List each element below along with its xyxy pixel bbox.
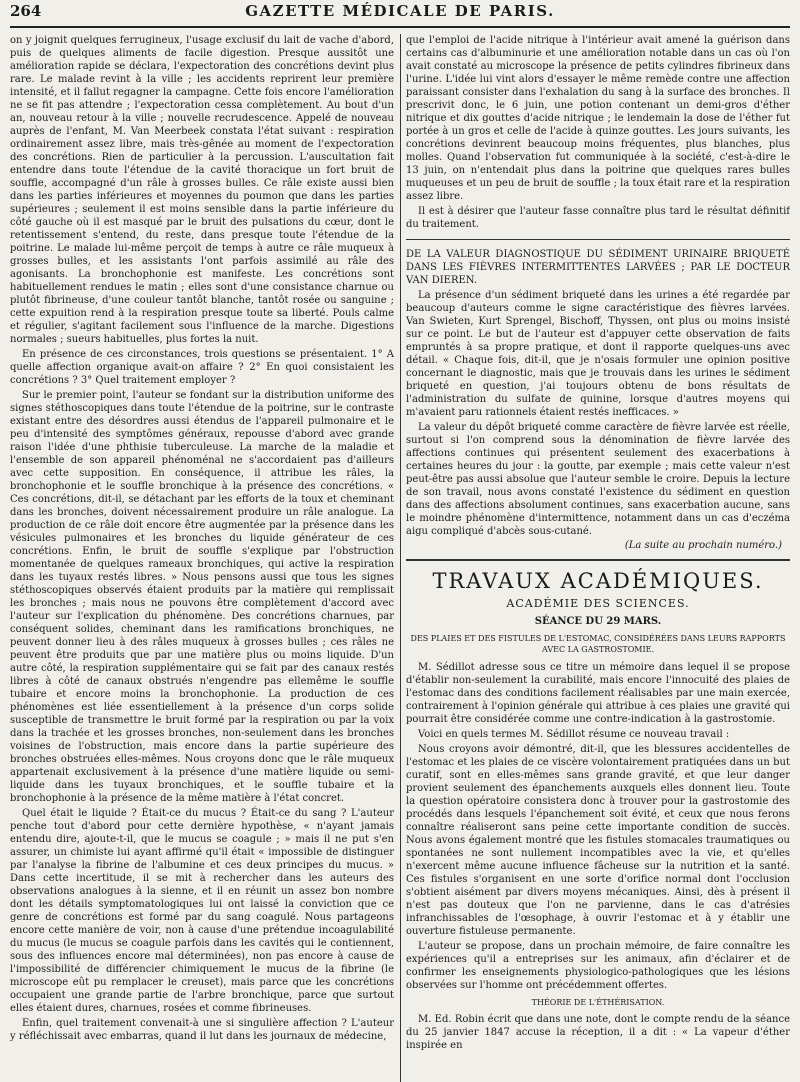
section-title: DE LA VALEUR DIAGNOSTIQUE DU SÉDIMENT URINAIRE BRIQUETÉ DANS LES FIÈVRES INTERMITTENTES LARVÉES ; PAR LE DOCTEUR VAN DIEREN. — [406, 249, 790, 286]
running-title: GAZETTE MÉDICALE DE PARIS. — [245, 2, 555, 20]
academic-paragraph-3: Nous croyons avoir démontré, dit-il, que les blessures accidentelles de l'estomac et les plaies de ce viscère volontairement pratiquées dans un but curatif, sont en elles-mêmes sans grande gravité, et que leur danger provient seulement des épanchements auxquels elles donnent lieu. Toute la question opératoire consistera donc à trouver pour la gastrostomie des procédés dans lesquels l'épanchement soit évité, et ceux que nous ferons connaître réaliseront sans peine cette importante condition de succès. Nous avons également montré que les fistules stomacales traumatiques ou spontanées ne sont nullement incompatibles avec la vie, et qu'elles n'exercent même aucune influence fâcheuse sur la nutrition et la santé. Ces fistules s'organisent en une sorte d'orifice normal dont l'occlusion s'obtient aisément par divers moyens mécaniques. Ainsi, dès à présent il n'est pas douteux que l'on ne parvienne, dans le cas d'atrésies infranchissables de l'œsophage, à ouvrir l'estomac et à y établir une ouverture fistuleuse permanente. — [406, 744, 790, 937]
academic-paragraph-4: L'auteur se propose, dans un prochain mémoire, de faire connaître les expériences qu'il a entreprises sur les animaux, afin d'éclairer et de confirmer les enseignements physiologico-pathologiques que les lésions observées sur l'homme ont précédemment offertes. — [406, 941, 790, 991]
left-paragraph-1: on y joignit quelques ferrugineux, l'usage exclusif du lait de vache d'abord, puis de quelques aliments de facile digestion. Presque aussitôt une amélioration rapide se déclara, l'expectoration des concrétions devint plus rare. Le malade revint à la ville ; les accidents reprirent leur première intensité, et il fallut regagner la campagne. Cette fois encore l'amélioration ne se fit pas attendre ; l'expectoration cessa complètement. Au bout d'un an, nouveau retour à la ville ; nouvelle recrudescence. Appelé de nouveau auprès de l'enfant, M. Van Meerbeek constata l'état suivant : respiration ordinairement assez libre, mais très-gênée au moment de l'expectoration des concrétions. Rien de particulier à la percussion. L'auscultation fait entendre dans toute l'étendue de la cavité thoracique un fort bruit de souffle, accompagné d'un râle à grosses bulles. Ce râle existe aussi bien dans les parties inférieures et moyennes du poumon que dans les parties supérieures ; seulement il est moins sensible dans la partie inférieure du côté gauche où il est masqué par le bruit des pulsations du cœur, dont le retentissement s'entend, du reste, dans presque toute l'étendue de la poitrine. Le malade lui-même perçoit de temps à autre ce râle muqueux à grosses bulles, et les assistants l'ont parfois assimilé au râle des agonisants. La bronchophonie est manifeste. Les concrétions sont habituellement rendues le matin ; elles sont d'une consistance charnue ou plutôt fibrineuse, d'une couleur tantôt blanche, tantôt rosée ou sanguine ; cette expuition rend à la respiration presque toute sa liberté. Pouls calme et régulier, s'agitant facilement sous l'influence de la marche. Digestions normales ; sueurs habituelles, plus fortes la nuit. — [10, 35, 394, 345]
left-paragraph-5: Enfin, quel traitement convenait-à une si singulière affection ? L'auteur y réfléchissait avec embarras, quand il lut dans les journaux de médecine, — [10, 1018, 394, 1042]
continued-note: (La suite au prochain numéro.) — [624, 540, 782, 551]
left-paragraph-3: Sur le premier point, l'auteur se fondant sur la distribution uniforme des signes stéthoscopiques dans toute l'étendue de la poitrine, sur le contraste existant entre des désordres aussi étendus de l'appareil pulmonaire et le peu d'intensité des symptômes généraux, repousse d'abord avec grande raison l'idée d'une phthisie tuberculeuse. La marche de la maladie et l'ensemble de son appareil phénoménal ne s'accordaient pas d'ailleurs avec cette supposition. En conséquence, il attribue les râles, la bronchophonie et le souffle bronchique à la présence des concrétions. « Ces concrétions, dit-il, se détachant par les efforts de la toux et cheminant dans les bronches, doivent nécessairement produire un râle analogue. La production de ce râle doit encore être augmentée par la présence dans les vésicules pulmonaires et les bronches du liquide générateur de ces concrétions. Enfin, le bruit de souffle s'explique par l'obstruction momentanée de quelques rameaux bronchiques, qui active la respiration dans les tuyaux restés libres. » Nous pensons aussi que tous les signes stéthoscopiques observés étaient produits par la matière qui remplissait les bronches ; mais nous ne pouvons être complètement d'accord avec l'auteur sur l'explication du phénomène. Des concrétions charnues, par conséquent solides, cheminant dans les ramifications bronchiques, ne peuvent donner lieu à des râles muqueux à grosses bulles ; ces râles ne peuvent être produits que par une matière plus ou moins liquide. D'un autre côté, la respiration supplémentaire qui se fait par des canaux restés libres à côté de canaux obstrués n'engendre pas ellemême le souffle tubaire et encore moins la bronchophonie. La production de ces phénomènes est liée essentiellement à la présence d'un corps solide susceptible de transmettre le bruit formé par la respiration ou par la voix dans la trachée et les grosses bronches, non-seulement dans les bronches voisines de l'obstruction, mais encore dans la partie supérieure des bronches obstruées elles-mêmes. Nous croyons donc que le râle muqueux appartenait exclusivement à la présence d'une matière liquide ou semi-liquide dans les tuyaux bronchiques, et le souffle tubaire et la bronchophonie à la présence de la même matière à l'état concret. — [10, 390, 394, 804]
academic-subtitle: ACADÉMIE DES SCIENCES. — [506, 597, 690, 610]
column-rule — [400, 34, 401, 1082]
newspaper-page — [10, 0, 790, 1082]
section-paragraph-1: La présence d'un sédiment briqueté dans les urines a été regardée par beaucoup d'auteurs comme le signe caractéristique des fièvres larvées. Van Swieten, Kurt Sprengel, Bischoff, Thyssen, ont plus ou moins insisté sur ce point. Le but de l'auteur est d'appuyer cette observation de faits empruntés à sa propre pratique, et dont il rapporte quelques-uns avec détail. « Chaque fois, dit-il, que je n'osais formuler une opinion positive concernant le diagnostic, mais que je trouvais dans les urines le sédiment briqueté en question, j'ai toujours obtenu de bons résultats de l'administration du sulfate de quinine, lorsque d'autres moyens qui m'avaient paru rationnels étaient restés inefficaces. » — [406, 290, 790, 418]
right-intro-paragraph-1: que l'emploi de l'acide nitrique à l'intérieur avait amené la guérison dans certains cas d'albuminurie et une amélioration notable dans un cas où l'on avait constaté au microscope la présence de petits cylindres fibrineux dans l'urine. L'idée lui vint alors d'essayer le même remède contre une affection paraissant consister dans l'exhalation du sang à la surface des bronches. Il prescrivit donc, le 6 juin, une potion contenant un demi-gros d'éther nitrique et dix gouttes d'acide nitrique ; le lendemain la dose de l'éther fut portée à un gros et celle de l'acide à quinze gouttes. Les jours suivants, les concrétions devinrent beaucoup moins fréquentes, plus blanches, plus molles. Quand l'observation fut communiquée à la société, c'est-à-dire le 13 juin, on n'entendait plus dans la poitrine que quelques rares bulles muqueuses et un peu de bruit de souffle ; la toux était rare et la respiration assez libre. — [406, 35, 790, 202]
theory-heading: THÉORIE DE L'ÉTHÉRISATION. — [531, 998, 665, 1007]
academic-paragraph-2: Voici en quels termes M. Sédillot résume ce nouveau travail : — [418, 729, 730, 740]
page-header — [10, 0, 790, 28]
right-column — [406, 34, 790, 1082]
page-number: 264 — [10, 2, 42, 20]
left-column — [10, 34, 394, 1082]
section-paragraph-2: La valeur du dépôt briqueté comme caractère de fièvre larvée est réelle, surtout si l'on comprend sous la dénomination de fièvre larvée des affections continues qui présentent seulement des exacerbations à certaines heures du jour : la goutte, par exemple ; mais cette valeur n'est peut-être pas aussi absolue que l'auteur semble le croire. Depuis la lecture de son travail, nous avons constaté l'existence du sédiment en question dans des affections absolument continues, sans exacerbation aucune, sans le moindre phénomène d'intermittence, notamment dans un cas d'eczéma aigu compliqué d'abcès sous-cutané. — [406, 422, 790, 537]
academic-divider — [406, 559, 790, 561]
academic-title: TRAVAUX ACADÉMIQUES. — [432, 569, 764, 593]
left-paragraph-4: Quel était le liquide ? Était-ce du mucus ? Était-ce du sang ? L'auteur penche tout d'abord pour cette dernière hypothèse, « n'ayant jamais entendu dire, ajoute-t-il, que le mucus se coagule ; » mais il ne put s'en assurer, un chimiste lui ayant affirmé qu'il était « impossible de distinguer par l'analyse la fibrine de l'albumine et ces deux principes du mucus. » Dans cette incertitude, il se mit à rechercher dans les auteurs des observations analogues à la sienne, et il en réunit un assez bon nombre dont les détails symptomatologiques lui ont laissé la conviction que ce genre de concrétions est formé par du sang coagulé. Nous partageons encore cette manière de voir, non à cause d'une prétendue incoagulabilité du mucus (le mucus se coagule parfois dans les cavités qui le contiennent, sous des influences encore mal déterminées), non pas encore à cause de l'impossibilité de différencier chimiquement le mucus de la fibrine (le microscope eût pu remplacer le creuset), mais parce que les concrétions occupaient une grande partie de l'arbre bronchique, parce que surtout elles étaient dures, charnues, rosées et comme fibrineuses. — [10, 808, 394, 1014]
right-intro-paragraph-2: Il est à désirer que l'auteur fasse connaître plus tard le résultat définitif du traitement. — [406, 206, 790, 230]
academic-last-paragraph: M. Ed. Robin écrit que dans une note, dont le compte rendu de la séance du 25 janvier 1847 accuse la réception, il a dit : « La vapeur d'éther inspirée en — [406, 1014, 790, 1051]
left-paragraph-2: En présence de ces circonstances, trois questions se présentaient. 1° A quelle affection organique avait-on affaire ? 2° En quoi consistaient les concrétions ? 3° Quel traitement employer ? — [10, 349, 394, 386]
academic-paragraph-1: M. Sédillot adresse sous ce titre un mémoire dans lequel il se propose d'établir non-seulement la curabilité, mais encore l'innocuité des plaies de l'estomac dans des conditions facilement réalisables par une main exercée, contrairement à l'opinion générale qui attribue à ces plaies une gravité qui pourrait être considérée comme une contre-indication à la gastrostomie. — [406, 662, 790, 725]
seance-date: SÉANCE DU 29 MARS. — [534, 616, 662, 627]
article-title: DES PLAIES ET DES FISTULES DE L'ESTOMAC, CONSIDÉRÉES DANS LEURS RAPPORTS AVEC LA GASTROSTOMIE. — [410, 634, 786, 654]
section-divider — [406, 239, 790, 240]
columns — [10, 34, 790, 1082]
